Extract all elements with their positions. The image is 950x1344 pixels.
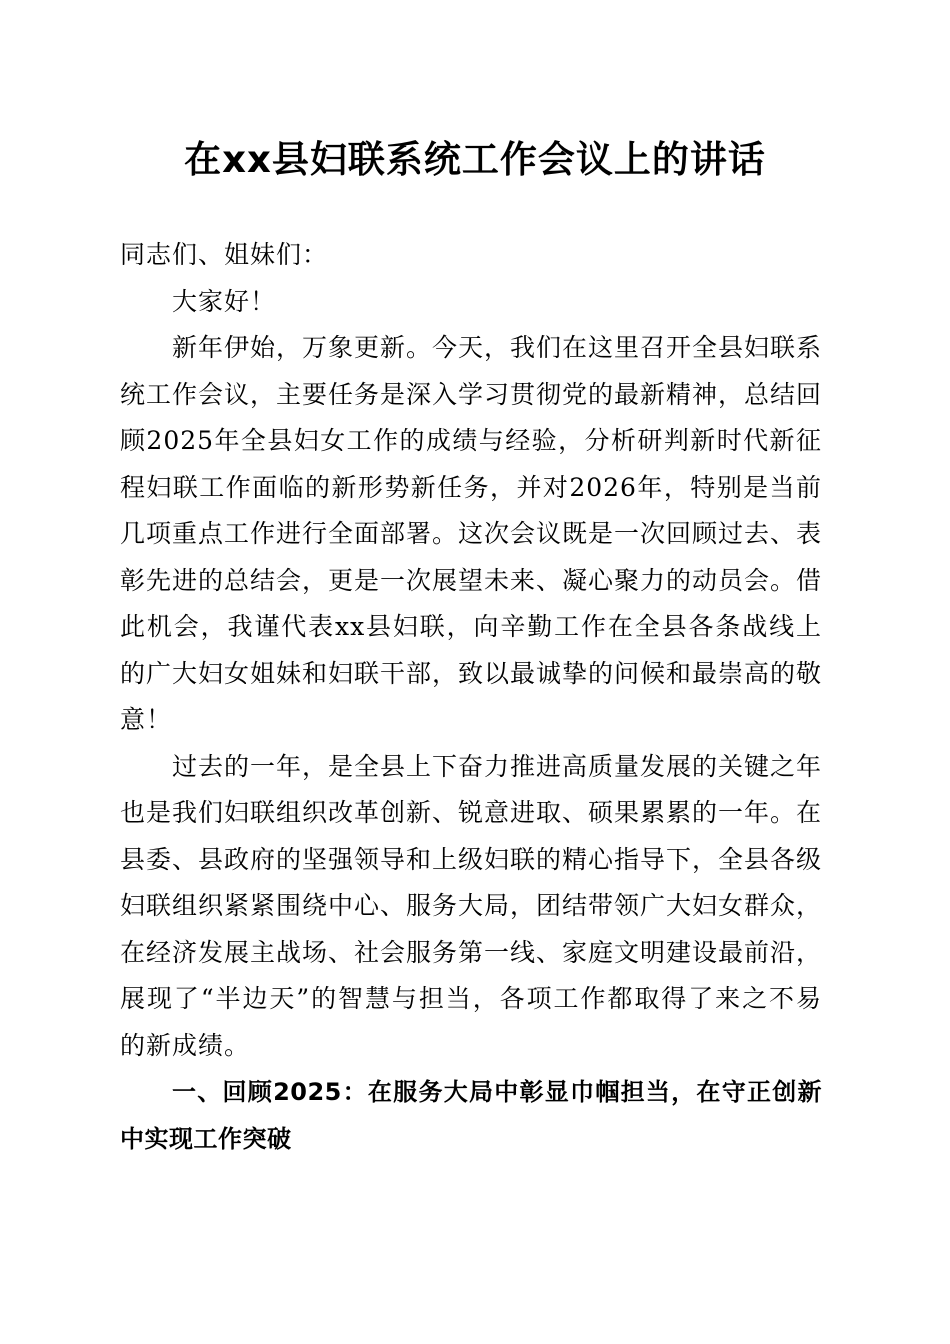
greeting: 大家好！: [172, 286, 277, 316]
document-title: 在xx县妇联系统工作会议上的讲话: [184, 138, 766, 181]
paragraph-review: 过去的一年，是全县上下奋力推进高质量发展的关键之年也是我们妇联组织改革创新、锐意进取、硕果累累的一年。在县委、县政府的坚强领导和上级妇联的精心指导下，全县各级妇联组织紧紧围绕中心、服务大局，团结带领广大妇女群众，在经济发展主战场、社会服务第一线、家庭文明建设最前沿，展现了“半边天”的智慧与担当，各项工作都取得了来之不易的新成绩。: [120, 751, 823, 1060]
section-heading: 一、回顾2025：在服务大局中彰显巾帼担当，在守正创新中实现工作突破: [120, 1078, 822, 1153]
document-body: [120, 232, 822, 1162]
salutation: 同志们、姐妹们：: [120, 240, 329, 269]
paragraph-intro: 新年伊始，万象更新。今天，我们在这里召开全县妇联系统工作会议，主要任务是深入学习贯彻党的最新精神，总结回顾2025年全县妇女工作的成绩与经验，分析研判新时代新征程妇联工作面临的新形势新任务，并对2026年，特别是当前几项重点工作进行全面部署。这次会议既是一次回顾过去、表彰先进的总结会，更是一次展望未来、凝心聚力的动员会。借此机会，我谨代表xx县妇联，向辛勤工作在全县各条战线上的广大妇女姐妹和妇联干部，致以最诚挚的问候和最崇高的敬意！: [120, 333, 823, 734]
